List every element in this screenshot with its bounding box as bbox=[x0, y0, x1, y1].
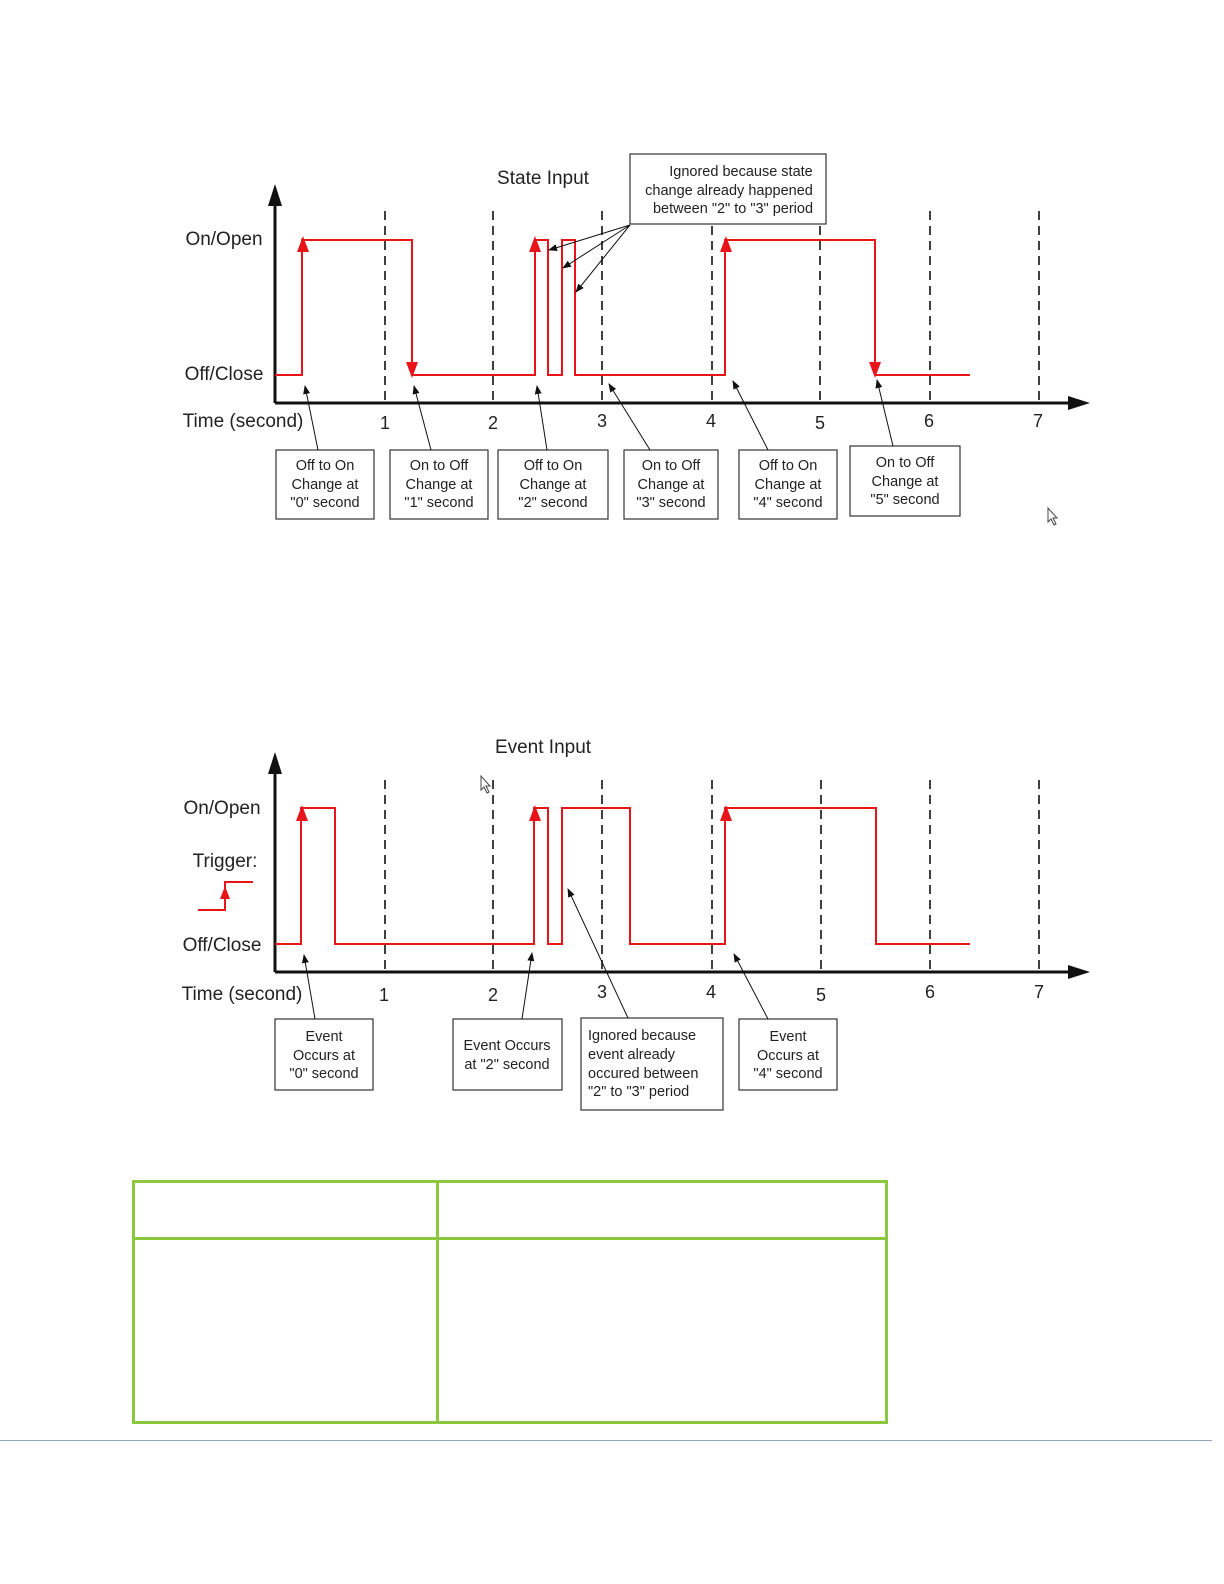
state-pointer-2 bbox=[537, 386, 547, 450]
state-pointer-0 bbox=[305, 386, 318, 450]
event-ignored-callout bbox=[581, 1018, 723, 1110]
state-pointer-5 bbox=[877, 380, 893, 446]
event-box-2 bbox=[453, 1019, 562, 1090]
state-tick-7: 7 bbox=[1032, 411, 1044, 431]
state-box-4 bbox=[739, 450, 837, 519]
state-signal-waveform bbox=[275, 240, 970, 375]
svg-text:"5" second: "5" second bbox=[870, 492, 940, 508]
event-trigger-label: Trigger: bbox=[192, 851, 258, 872]
event-title: Event Input bbox=[494, 737, 592, 758]
svg-text:Change at: Change at bbox=[519, 477, 587, 493]
svg-text:event already: event already bbox=[588, 1047, 676, 1063]
svg-text:Ignored because: Ignored because bbox=[588, 1028, 697, 1044]
svg-text:"2" to "3" period: "2" to "3" period bbox=[588, 1084, 690, 1100]
svg-text:"3" second: "3" second bbox=[636, 495, 706, 511]
event-box-0 bbox=[275, 1019, 373, 1090]
svg-text:"0" second: "0" second bbox=[289, 1066, 359, 1082]
table-header-divider bbox=[135, 1237, 885, 1240]
state-input-diagram bbox=[183, 154, 1090, 525]
state-box-2 bbox=[498, 450, 608, 519]
state-box-1 bbox=[390, 450, 488, 519]
state-ignored-pointer-3 bbox=[576, 225, 630, 292]
svg-text:Ignored because state: Ignored because state bbox=[669, 164, 813, 180]
event-time-label: Time (second) bbox=[181, 984, 303, 1005]
state-rise-arrow-4 bbox=[720, 236, 732, 252]
svg-text:Change at: Change at bbox=[405, 477, 473, 493]
state-tick-2: 2 bbox=[487, 413, 499, 433]
event-on-open-label: On/Open bbox=[183, 798, 261, 819]
state-title: State Input bbox=[497, 168, 589, 189]
event-signal-waveform bbox=[275, 808, 970, 944]
svg-text:On to Off: On to Off bbox=[875, 455, 935, 471]
svg-text:"1" second: "1" second bbox=[404, 495, 474, 511]
state-x-axis-arrow bbox=[1068, 396, 1090, 410]
event-box-4 bbox=[739, 1019, 837, 1090]
event-tick-3: 3 bbox=[596, 982, 608, 1002]
state-tick-4: 4 bbox=[705, 411, 717, 431]
state-y-axis-arrow bbox=[268, 184, 282, 206]
svg-text:occured between: occured between bbox=[588, 1066, 699, 1082]
svg-text:Off to On: Off to On bbox=[523, 458, 583, 474]
state-rise-arrow-2 bbox=[529, 236, 541, 252]
state-rise-arrow-0 bbox=[297, 236, 309, 252]
empty-table bbox=[132, 1180, 888, 1424]
state-box-5 bbox=[850, 446, 960, 516]
event-tick-7: 7 bbox=[1033, 982, 1045, 1002]
state-pointer-3 bbox=[609, 384, 650, 450]
svg-text:"4" second: "4" second bbox=[753, 1066, 823, 1082]
svg-text:change already happened: change already happened bbox=[645, 183, 813, 199]
event-tick-1: 1 bbox=[378, 985, 390, 1005]
event-pointer-2 bbox=[522, 953, 532, 1019]
svg-text:On to Off: On to Off bbox=[641, 458, 701, 474]
state-ignored-pointer-2 bbox=[563, 225, 630, 268]
svg-text:Event Occurs: Event Occurs bbox=[463, 1038, 551, 1054]
state-box-0 bbox=[276, 450, 374, 519]
state-on-open-label: On/Open bbox=[185, 229, 263, 250]
svg-text:Change at: Change at bbox=[871, 474, 939, 490]
event-tick-4: 4 bbox=[705, 982, 717, 1002]
svg-text:Event: Event bbox=[769, 1029, 807, 1045]
svg-text:Off to On: Off to On bbox=[295, 458, 355, 474]
event-input-diagram bbox=[182, 737, 1090, 1110]
svg-text:"0" second: "0" second bbox=[290, 495, 360, 511]
state-time-label: Time (second) bbox=[182, 411, 304, 432]
event-off-close-label: Off/Close bbox=[182, 935, 262, 956]
svg-text:at "2" second: at "2" second bbox=[464, 1057, 550, 1073]
svg-text:"2" second: "2" second bbox=[518, 495, 588, 511]
svg-text:On to Off: On to Off bbox=[409, 458, 469, 474]
state-off-close-label: Off/Close bbox=[184, 364, 264, 385]
state-tick-1: 1 bbox=[379, 413, 391, 433]
svg-text:Occurs at: Occurs at bbox=[292, 1048, 356, 1064]
state-pointer-4 bbox=[733, 381, 768, 450]
state-ignored-callout bbox=[630, 154, 826, 224]
svg-text:Change at: Change at bbox=[754, 477, 822, 493]
state-pointer-1 bbox=[414, 386, 431, 450]
svg-text:Event: Event bbox=[305, 1029, 343, 1045]
state-tick-3: 3 bbox=[596, 411, 608, 431]
svg-text:between "2" to "3" period: between "2" to "3" period bbox=[652, 201, 814, 217]
mouse-cursor-icon bbox=[481, 776, 490, 793]
state-tick-5: 5 bbox=[814, 413, 826, 433]
footer-rule bbox=[0, 1440, 1212, 1441]
svg-text:"4" second: "4" second bbox=[753, 495, 823, 511]
svg-text:Change at: Change at bbox=[291, 477, 359, 493]
event-tick-2: 2 bbox=[487, 985, 499, 1005]
svg-text:Occurs at: Occurs at bbox=[756, 1048, 820, 1064]
state-box-3 bbox=[624, 450, 718, 519]
svg-text:Change at: Change at bbox=[637, 477, 705, 493]
mouse-cursor-icon bbox=[1048, 508, 1057, 525]
table-column-divider bbox=[436, 1183, 439, 1421]
trigger-arrow-icon bbox=[220, 886, 230, 899]
svg-text:Off to On: Off to On bbox=[758, 458, 818, 474]
event-tick-5: 5 bbox=[815, 985, 827, 1005]
state-ignored-pointer-1 bbox=[549, 225, 630, 250]
event-tick-6: 6 bbox=[924, 982, 936, 1002]
event-x-axis-arrow bbox=[1068, 965, 1090, 979]
event-pointer-0 bbox=[304, 955, 315, 1019]
state-tick-6: 6 bbox=[923, 411, 935, 431]
event-y-axis-arrow bbox=[268, 752, 282, 774]
event-pointer-4 bbox=[734, 954, 768, 1019]
